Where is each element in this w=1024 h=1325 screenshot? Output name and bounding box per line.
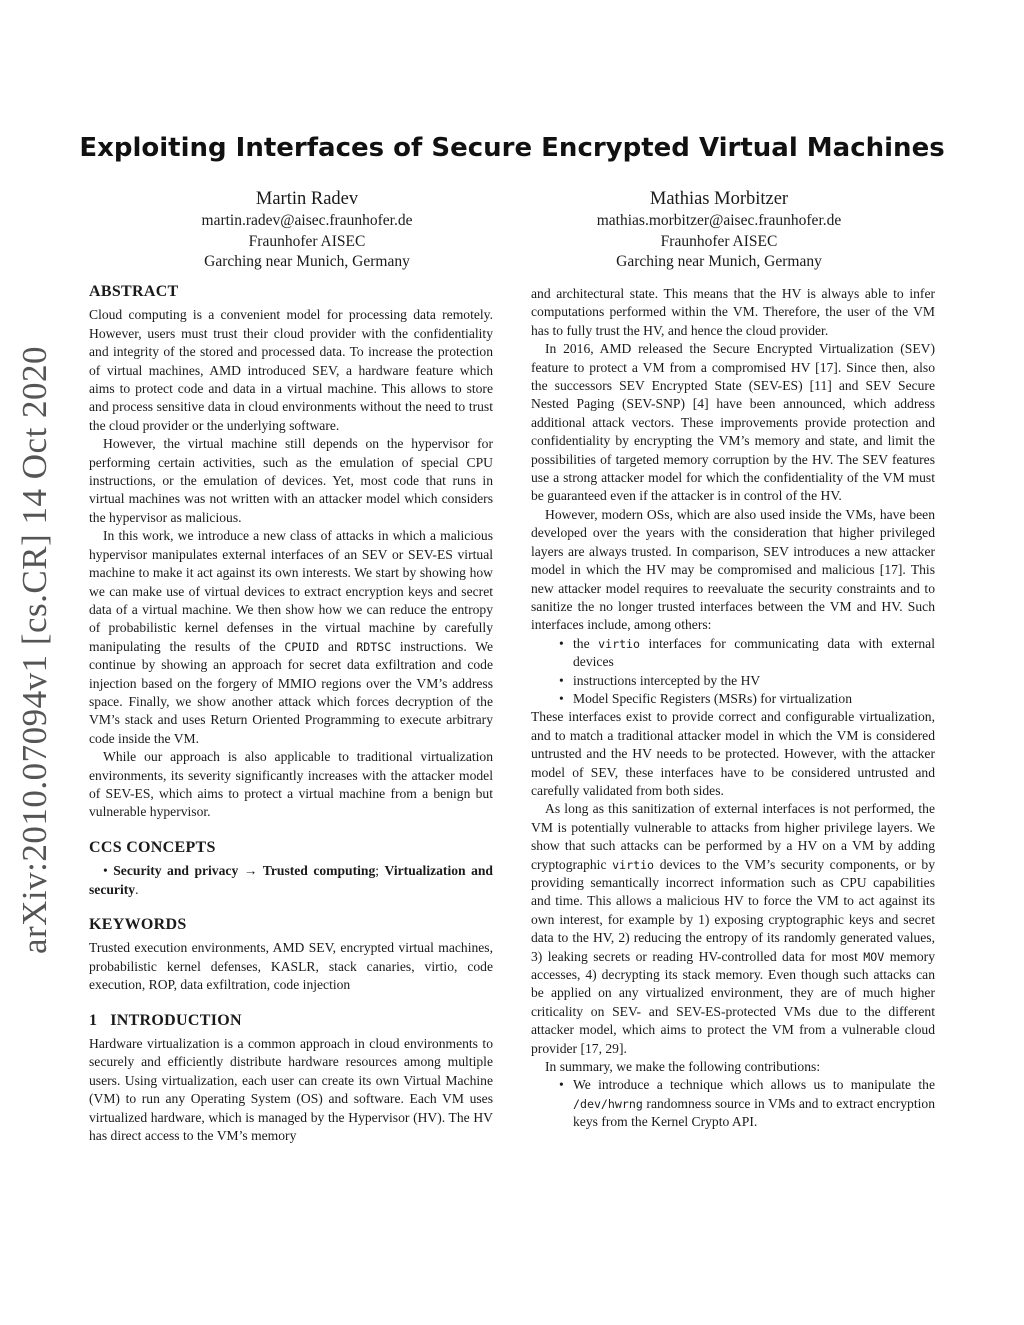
abstract-paragraph bbox=[89, 527, 493, 748]
list-item bbox=[531, 672, 935, 690]
code-virtio: virtio bbox=[598, 636, 641, 651]
ccs-bullet: • bbox=[103, 863, 108, 879]
text-run: memory accesses, 4) decrypting its stack memory. Even though such attacks can be applied on any virtualized environment, they are of much higher criticality on SEV- and SEV-ES-protected VMs due to the different attacker model, which aims to protect the VM from a vulnerable cloud provider [17, 29]. bbox=[531, 948, 935, 1056]
intro-paragraph: Hardware virtualization is a common approach in cloud environments to securely and efficiently distribute hardware resources among multiple users. Using virtualization, each user can create its own Virtual Machine (VM) to run any Operating System (OS) and software. Each VM uses virtualized hardware, which is managed by the Hypervisor (HV). The HV has direct access to the VM’s memory bbox=[89, 1036, 493, 1144]
ccs-heading: CCS CONCEPTS bbox=[89, 838, 216, 856]
text-run: and bbox=[319, 638, 357, 654]
author-affiliation: Fraunhofer AISEC bbox=[248, 232, 366, 250]
intro-paragraph: In 2016, AMD released the Secure Encrypted Virtualization (SEV) feature to protect a VM from a compromised HV [17]. Since then, also the successors SEV Encrypted State (SEV-ES) [11] and SEV Secure Nested Paging (SEV-SNP) [4] have been announced, which address additional attack vectors. These improvements provide protection and confidentiality by encrypting the VM’s memory and state, and limit the possibilities of targeted memory corruption by the HV. The SEV features use a strong attacker model for which the confidentiality of the VM must be guaranteed even if the attacker is in control of the HV. bbox=[531, 341, 935, 504]
arxiv-identifier: arXiv:2010.07094v1 [cs.CR] 14 Oct 2020 bbox=[15, 345, 54, 955]
left-column bbox=[89, 283, 493, 1145]
author-block-1 bbox=[142, 188, 472, 273]
code-dev-hwrng: /dev/hwrng bbox=[573, 1096, 643, 1111]
text-run: As long as this sanitization of external interfaces is not performed, the VM is potentially vulnerable to attacks from higher privilege layers. We show that such attacks can be performed by a HV on a VM by adding cryptographic bbox=[531, 801, 935, 872]
code-rdtsc: RDTSC bbox=[356, 639, 392, 654]
intro-paragraph: These interfaces exist to provide correct and configurable virtualization, and to match a traditional attacker model in which the VM is considered untrusted and the HV needs to be protected. However, with the attacker model of SEV, these interfaces have to be considered untrusted and carefully validated from both sides. bbox=[531, 709, 935, 798]
author-email: martin.radev@aisec.fraunhofer.de bbox=[201, 212, 413, 229]
text-run: randomness source in VMs and to extract encryption keys from the Kernel Crypto API. bbox=[573, 1095, 935, 1130]
text-run: Model Specific Registers (MSRs) for virtualization bbox=[573, 690, 852, 706]
intro-paragraph: In summary, we make the following contributions: bbox=[545, 1059, 821, 1075]
text-run: interfaces for communicating data with external devices bbox=[573, 635, 935, 670]
text-run: instructions intercepted by the HV bbox=[573, 672, 761, 688]
introduction-heading: 1 INTRODUCTION bbox=[89, 1011, 242, 1029]
text-run: the bbox=[573, 635, 599, 651]
author-block-2 bbox=[554, 188, 884, 273]
abstract-paragraph: Cloud computing is a convenient model for processing data remotely. However, users must trust their cloud provider with the confidentiality and integrity of the stored and processed data. To increase the protection of virtual machines, AMD introduced SEV, a hardware feature which aims to protect code and data in a virtual machine. This allows to store and process sensitive data in cloud environments without the need to trust the cloud provider or the underlying software. bbox=[89, 307, 493, 433]
paper-title: Exploiting Interfaces of Secure Encrypted Virtual Machines bbox=[79, 133, 945, 163]
author-email: mathias.morbitzer@aisec.fraunhofer.de bbox=[596, 212, 842, 229]
bullet-icon: • bbox=[559, 690, 564, 706]
arxiv-identifier-sidebar bbox=[15, 345, 55, 955]
ccs-concepts bbox=[89, 862, 493, 899]
author-location: Garching near Munich, Germany bbox=[204, 253, 410, 270]
abstract-heading: ABSTRACT bbox=[89, 283, 179, 300]
bullet-icon: • bbox=[559, 635, 564, 651]
ccs-term: Security and privacy bbox=[113, 863, 239, 879]
intro-paragraph bbox=[531, 800, 935, 1058]
intro-paragraph: However, modern OSs, which are also used inside the VMs, have been developed over the years with the consideration that higher privileged layers are always trusted. In comparison, SEV introduces a new attacker model in which the HV may be compromised and malicious [17]. This new attacker model requires to reevaluate the security constraints and to sanitize the no longer trusted interfaces between the VM and HV. Such interfaces include, among others: bbox=[531, 506, 935, 633]
code-virtio: virtio bbox=[612, 857, 655, 872]
intro-paragraph: and architectural state. This means that the HV is always able to infer computations performed within the VM. Therefore, the user of the VM has to fully trust the HV, and hence the cloud provider. bbox=[531, 286, 935, 338]
ccs-term: Trusted computing bbox=[262, 863, 376, 879]
text-run: devices to the VM’s security components, or by providing semantically incorrect information such as CPU capabilities and time. This allows a malicious HV to force the VM to act against its own interest, for example by 1) exposing cryptographic keys and secret data to the HV, 2) reducing the entropy of its randomly generated values, 3) leaking secrets or reading HV-controlled data for most bbox=[531, 856, 935, 964]
list-item bbox=[531, 690, 935, 708]
contributions-list bbox=[531, 1076, 935, 1131]
ccs-arrow: → bbox=[238, 863, 263, 879]
keywords-heading: KEYWORDS bbox=[89, 916, 187, 933]
abstract-paragraph: While our approach is also applicable to traditional virtualization environments, its severity significantly increases with the attacker model of SEV-ES, which aims to protect a virtual machine from a benign but vulnerable hypervisor. bbox=[89, 749, 493, 820]
interfaces-list bbox=[531, 635, 935, 709]
list-item bbox=[531, 1076, 935, 1131]
code-cpuid: CPUID bbox=[284, 639, 320, 654]
author-location: Garching near Munich, Germany bbox=[616, 253, 822, 270]
bullet-icon: • bbox=[559, 672, 564, 688]
author-affiliation: Fraunhofer AISEC bbox=[660, 232, 778, 250]
ccs-separator: ; bbox=[375, 863, 385, 879]
ccs-term: Virtualization and security bbox=[89, 863, 493, 897]
text-run: In this work, we introduce a new class of attacks in which a malicious hypervisor manipulates external interfaces of an SEV or SEV-ES virtual machine to make it act against its own interests. We start by showing how we can make use of virtual devices to extract encryption keys and secret data of a virtual machine. We then show how we can reduce the entropy of probabilistic kernel defenses in the virtual machine by carefully manipulating the results of the bbox=[89, 528, 493, 654]
author-name: Mathias Morbitzer bbox=[649, 189, 789, 209]
bullet-icon: • bbox=[559, 1077, 564, 1093]
text-run: We introduce a technique which allows us to manipulate the bbox=[573, 1077, 935, 1093]
text-run: instructions. We continue by showing an approach for secret data exfiltration and code injection based on the forgery of MMIO regions over the VM’s address space. Finally, we show another attack which forces decryption of the VM’s stack and uses Return Oriented Programming to execute arbitrary code inside the VM. bbox=[89, 638, 493, 746]
author-name: Martin Radev bbox=[255, 189, 359, 209]
right-column bbox=[531, 285, 935, 1132]
code-mov: MOV bbox=[863, 949, 885, 964]
ccs-end: . bbox=[135, 881, 139, 897]
keywords-text: Trusted execution environments, AMD SEV, encrypted virtual machines, probabilistic kernel defenses, KASLR, stack canaries, virtio, code execution, ROP, data exfiltration, code injection bbox=[89, 940, 493, 993]
abstract-paragraph: However, the virtual machine still depends on the hypervisor for performing certain activities, such as the emulation of special CPU instructions, or the emulation of devices. Yet, most code that runs in virtual machines was not written with an attacker model which considers the hypervisor as malicious. bbox=[89, 436, 493, 525]
list-item bbox=[531, 635, 935, 672]
